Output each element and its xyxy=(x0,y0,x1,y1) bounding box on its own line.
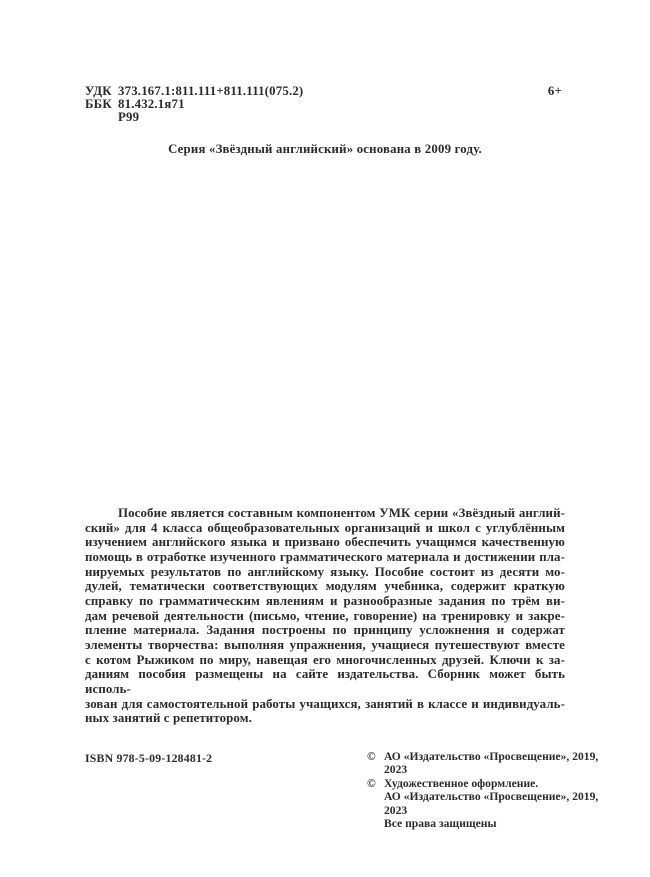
copyright-icon: © xyxy=(367,776,376,790)
bbk-value: 81.432.1я71 xyxy=(118,97,185,112)
author-sign: Р99 xyxy=(118,110,140,125)
paragraph-line: дулей, тематически соответствующих модулям учебника, содержит краткую xyxy=(85,579,565,594)
copyright-line: Все права защищены xyxy=(384,817,497,831)
udk-value: 373.167.1:811.111+811.111(075.2) xyxy=(118,84,304,98)
paragraph-line: Пособие является составным компонентом УМК серии «Звёздный англий- xyxy=(118,506,565,520)
bbk-row xyxy=(85,98,562,111)
copyright-block xyxy=(367,750,607,830)
paragraph-line: с котом Рыжиком по миру, навещая его многочисленных друзей. Ключи к за- xyxy=(85,652,565,667)
copyright-text: АО «Издательство «Просвещение», 2019, 2023 xyxy=(384,750,599,777)
udk-label: УДК xyxy=(85,84,112,98)
series-note: Серия «Звёздный английский» основана в 2009 году. xyxy=(168,142,482,156)
paragraph-line: элементы творчества: выполняя упражнения, учащиеся путешествуют вместе xyxy=(85,637,565,652)
copyright-text xyxy=(384,777,607,831)
paragraph-line: зован для самостоятельной работы учащихся, занятий в классе и индивидуаль- xyxy=(85,696,565,711)
paragraph-line: даниям пособия размещены на сайте издательства. Сборник может быть исполь- xyxy=(85,667,565,696)
paragraph-line: нируемых результатов по английскому языку. Пособие состоит из десяти мо- xyxy=(85,564,565,579)
bibliographic-codes xyxy=(85,85,562,125)
copyright-line: Художественное оформление. xyxy=(384,776,539,790)
age-rating-badge: 6+ xyxy=(547,84,562,98)
copyright-entry-artwork xyxy=(367,777,607,831)
paragraph-line: изучением английского языка и призвано обеспечить учащимся качественную xyxy=(85,535,565,550)
bbk-label: ББК xyxy=(85,97,112,112)
paragraph-line: справку по грамматическим явлениям и разнообразные задания по трём ви- xyxy=(85,593,565,608)
paragraph-line: помощь в отработке изученного грамматического материала и достижении пла- xyxy=(85,549,565,564)
copyright-line: АО «Издательство «Просвещение», 2019, 2023 xyxy=(384,790,599,817)
copyright-icon: © xyxy=(367,750,376,763)
paragraph-line: ский» для 4 класса общеобразовательных организаций и школ с углублённым xyxy=(85,520,565,535)
paragraph-line: ных занятий с репетитором. xyxy=(85,711,252,726)
paragraph-line: пление материала. Задания построены по принципу усложнения и содержат xyxy=(85,623,565,638)
paragraph-line: дам речевой деятельности (письмо, чтение, говорение) на тренировку и закре- xyxy=(85,608,565,623)
annotation-paragraph xyxy=(85,506,565,726)
isbn-number: ISBN 978-5-09-128481-2 xyxy=(85,751,213,765)
copyright-entry-publisher xyxy=(367,750,607,777)
